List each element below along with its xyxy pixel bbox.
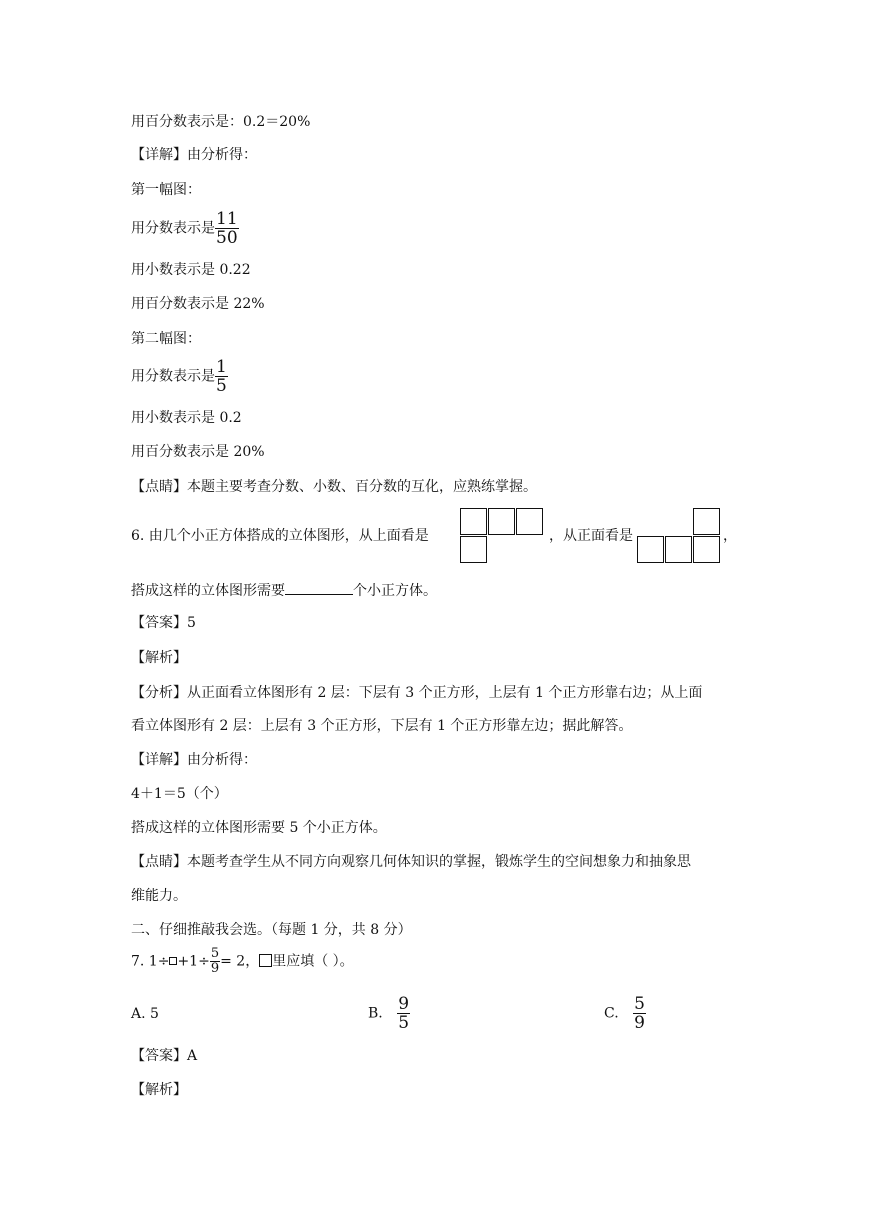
fraction-denominator: 50: [216, 228, 238, 248]
line-percent-2: 用百分数表示是 22%: [131, 296, 265, 312]
q7-tail: 里应填（ ）。: [272, 953, 354, 970]
q6-detail: 【详解】由分析得：: [131, 752, 257, 768]
line-percent-3: 用百分数表示是 20%: [131, 444, 265, 460]
q7-fraction-5-9: [210, 947, 220, 976]
q6-comment-2: 维能力。: [131, 888, 187, 904]
fraction-11-50: [215, 210, 239, 247]
fraction-denominator: 9: [210, 961, 220, 976]
q7-analysis-head: 【解析】: [131, 1082, 187, 1098]
q6-analysis-2: 看立体图形有 2 层：上层有 3 个正方形，下层有 1 个正方形靠左边；据此解答。: [131, 718, 633, 734]
line-percent-1: 用百分数表示是：0.2＝20%: [131, 114, 311, 130]
fraction-prefix: 用分数表示是: [131, 368, 215, 385]
q7-option-c[interactable]: [604, 995, 646, 1032]
front-view-cell: [637, 536, 664, 563]
fraction-numerator: 11: [216, 209, 238, 229]
fraction-prefix: 用分数表示是: [131, 220, 215, 237]
fraction-numerator: 5: [210, 946, 220, 961]
line-detail-1: 【详解】由分析得：: [131, 147, 257, 163]
option-b-fraction: [397, 995, 410, 1032]
top-view-cell: [488, 508, 515, 535]
line-comment-1: 【点睛】本题主要考查分数、小数、百分数的互化，应熟练掌握。: [131, 479, 537, 495]
q6-line2-b: 个小正方体。: [353, 583, 437, 599]
q6-line1-part2: ，从正面看是: [549, 528, 633, 544]
q6-comment-1: 【点睛】本题考查学生从不同方向观察几何体知识的掌握，锻炼学生的空间想象力和抽象思: [131, 854, 691, 870]
fraction-numerator: 5: [634, 994, 645, 1014]
q7-mid: +1÷: [177, 953, 210, 970]
q7-option-a[interactable]: A. 5: [131, 1006, 159, 1022]
option-c-fraction: [633, 995, 646, 1032]
box-icon: [259, 954, 272, 967]
q7-option-b[interactable]: [368, 995, 410, 1032]
option-c-label: C.: [604, 1005, 619, 1022]
fraction-numerator: 1: [216, 357, 227, 377]
q7-line: [131, 947, 354, 976]
q7-prefix: 7. 1÷: [131, 953, 170, 970]
line-second-figure: 第二幅图：: [131, 331, 201, 347]
top-view-grid: [460, 508, 546, 566]
q7-answer: 【答案】A: [131, 1048, 198, 1064]
line-fraction-2: [131, 358, 228, 395]
line-decimal-1: 用小数表示是 0.22: [131, 262, 251, 278]
fraction-denominator: 5: [216, 376, 227, 396]
front-view-grid: [637, 508, 723, 566]
front-view-cell: [665, 536, 692, 563]
section-2-heading: 二、仔细推敲我会选。（每题 1 分，共 8 分）: [131, 922, 412, 938]
top-view-cell: [460, 536, 487, 563]
fraction-denominator: 5: [398, 1013, 410, 1033]
line-fraction-1: [131, 210, 239, 247]
q6-line1-part1: 6. 由几个小正方体搭成的立体图形，从上面看是: [131, 528, 429, 544]
top-view-cell: [460, 508, 487, 535]
fraction-denominator: 9: [634, 1013, 645, 1033]
q6-calc: 4＋1＝5（个）: [131, 786, 228, 802]
fraction-numerator: 9: [398, 994, 410, 1014]
q7-eq: = 2，: [220, 953, 260, 970]
q6-line2-a: 搭成这样的立体图形需要: [131, 583, 285, 599]
option-b-label: B.: [368, 1005, 383, 1022]
q6-result: 搭成这样的立体图形需要 5 个小正方体。: [131, 820, 387, 836]
answer-blank[interactable]: [285, 580, 353, 595]
front-view-cell: [693, 536, 720, 563]
top-view-cell: [516, 508, 543, 535]
fraction-1-5: [215, 358, 228, 395]
q6-line2: [131, 580, 437, 600]
q6-answer: 【答案】5: [131, 615, 196, 631]
q6-analysis-head: 【解析】: [131, 650, 187, 666]
line-decimal-2: 用小数表示是 0.2: [131, 410, 242, 426]
front-view-cell: [693, 508, 720, 535]
line-first-figure: 第一幅图：: [131, 182, 201, 198]
q6-line1-part3: ，: [723, 528, 737, 544]
q6-analysis-1: 【分析】从正面看立体图形有 2 层：下层有 3 个正方形，上层有 1 个正方形靠右边；从上面: [131, 685, 703, 701]
